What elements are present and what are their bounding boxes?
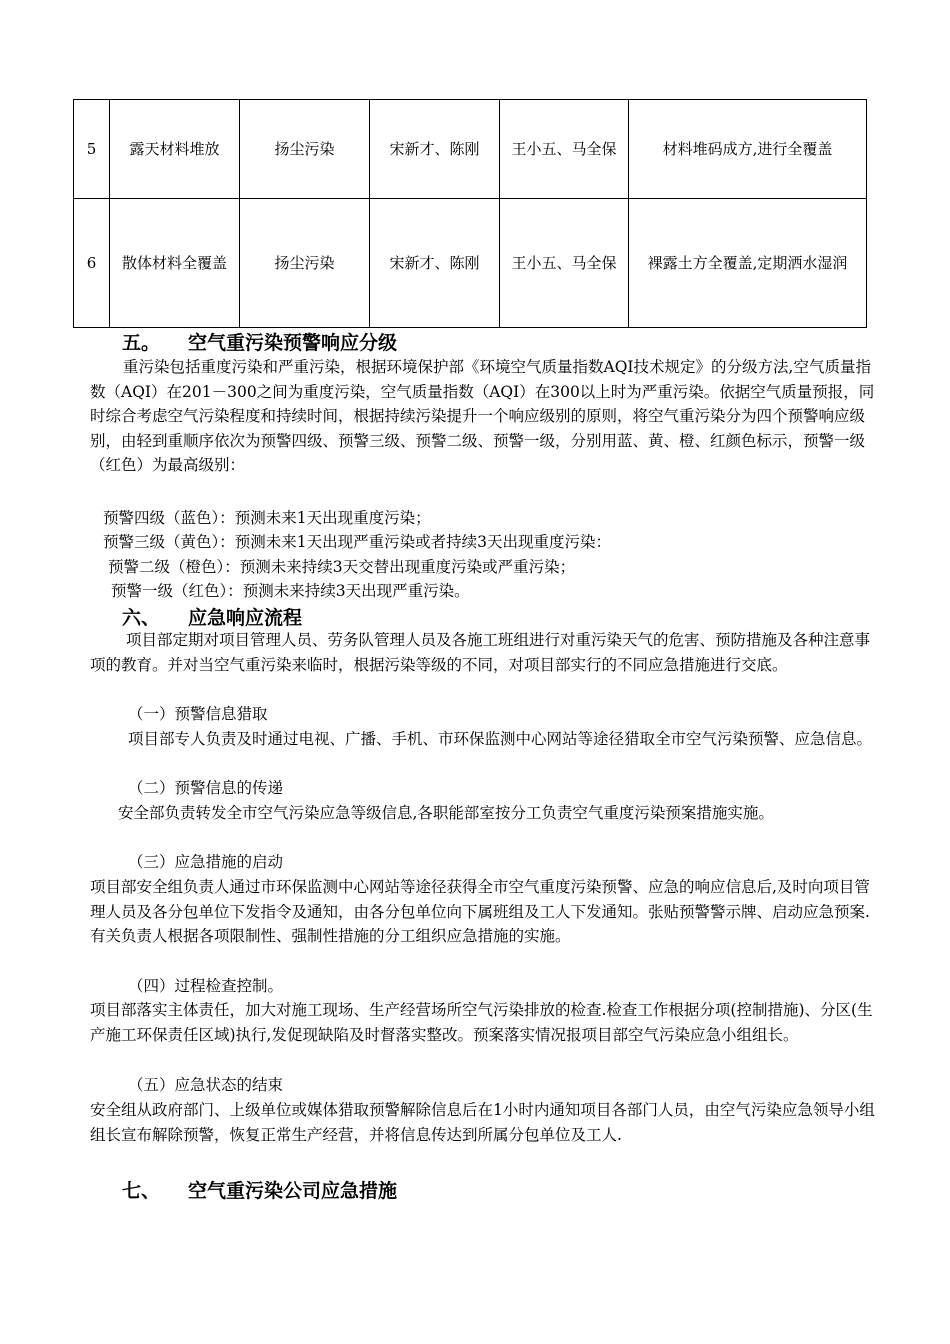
subsection-4-text: 项目部落实主体责任，加大对施工现场、生产经营场所空气污染排放的检查.检查工作根据分项(控制措施)、分区(生产施工环保责任区域)执行,发促现缺陷及时督落实整改。预案落实情况报项目部空气污染应急小组组长。 xyxy=(90,1001,873,1044)
measure-cell: 裸露土方全覆盖,定期洒水湿润 xyxy=(629,199,867,328)
section5-heading xyxy=(122,328,397,355)
section5-title: 空气重污染预警响应分级 xyxy=(188,332,398,354)
subsection-1-title: （一）预警信息猎取 xyxy=(128,705,268,723)
section7-number: 七、 xyxy=(122,1180,161,1202)
subsection-1-body xyxy=(90,727,880,752)
warning-level-2: 预警二级（橙色）：预测未来持续3天交替出现重度污染或严重污染； xyxy=(108,558,576,576)
section6-intro xyxy=(90,628,880,677)
item-cell: 露天材料堆放 xyxy=(110,100,240,199)
subsection-5-body xyxy=(90,1098,880,1147)
leader-cell: 宋新才、陈刚 xyxy=(370,100,500,199)
measures-table xyxy=(73,99,867,328)
subsection-2-text: 安全部负责转发全市空气污染应急等级信息,各职能部室按分工负责空气重度污染预案措施实施。 xyxy=(118,804,774,822)
warning-level-4: 预警四级（蓝色）：预测未来1天出现重度污染； xyxy=(103,509,431,527)
row-number: 6 xyxy=(74,199,110,328)
section6-intro-text: 项目部定期对项目管理人员、劳务队管理人员及各施工班组进行对重污染天气的危害、预防措施及各种注意事项的教育。并对当空气重污染来临时，根据污染等级的不同，对项目部实行的不同应急措施进行交底。 xyxy=(90,631,871,674)
item-cell: 散体材料全覆盖 xyxy=(110,199,240,328)
subsection-3-body xyxy=(90,875,880,949)
pollution-cell: 扬尘污染 xyxy=(240,199,370,328)
row-number: 5 xyxy=(74,100,110,199)
section7-title: 空气重污染公司应急措施 xyxy=(188,1180,398,1202)
subsection-3-text: 项目部安全组负责人通过市环保监测中心网站等途径获得全市空气重度污染预警、应急的响应信息后,及时向项目管理人员及各分包单位下发指令及通知，由各分包单位向下属班组及工人下发通知。张贴预警警示牌、启动应急预案.有关负责人根据各项限制性、强制性措施的分工组织应急措施的实施。 xyxy=(90,878,870,945)
subsection-2-title: （二）预警信息的传递 xyxy=(128,779,284,797)
subsection-4-body xyxy=(90,998,880,1047)
subsection-5-text: 安全组从政府部门、上级单位或媒体猎取预警解除信息后在1小时内通知项目各部门人员，由空气污染应急领导小组组长宣布解除预警，恢复正常生产经营，并将信息传达到所属分包单位及工人. xyxy=(90,1101,875,1144)
executor-cell: 王小五、马全保 xyxy=(500,199,629,328)
section6-number: 六、 xyxy=(122,607,161,629)
section6-title: 应急响应流程 xyxy=(188,607,303,629)
section5-body: 重污染包括重度污染和严重污染，根据环境保护部《环境空气质量指数AQI技术规定》的分级方法,空气质量指数（AQI）在201－300之间为重度污染，空气质量指数（AQI）在300以上时为严重污染。依据空气质量预报，同时综合考虑空气污染程度和持续时间，根据持续污染提升一个响应级别的原则，将空气重污染分为四个预警响应级别，由轻到重顺序依次为预警四级、预警三级、预警二级、预警一级，分别用蓝、黄、橙、红颜色标示，预警一级（红色）为最高级别： xyxy=(90,358,875,474)
table-row xyxy=(74,100,867,199)
section5-paragraph xyxy=(90,355,880,478)
subsection-3-title: （三）应急措施的启动 xyxy=(128,853,284,871)
pollution-cell: 扬尘污染 xyxy=(240,100,370,199)
warning-level-1: 预警一级（红色）：预测未来持续3天出现严重污染。 xyxy=(111,582,470,600)
table-row xyxy=(74,199,867,328)
section6-heading xyxy=(122,603,302,630)
subsection-5-title: （五）应急状态的结束 xyxy=(128,1076,284,1094)
subsection-2-body xyxy=(90,801,880,826)
warning-level-3: 预警三级（黄色）：预测未来1天出现严重污染或者持续3天出现重度污染： xyxy=(103,533,611,551)
leader-cell: 宋新才、陈刚 xyxy=(370,199,500,328)
subsection-4-title: （四）过程检查控制。 xyxy=(128,977,284,995)
measure-cell: 材料堆码成方,进行全覆盖 xyxy=(629,100,867,199)
subsection-1-text: 项目部专人负责及时通过电视、广播、手机、市环保监测中心网站等途径猎取全市空气污染预警、应急信息。 xyxy=(128,730,873,748)
executor-cell: 王小五、马全保 xyxy=(500,100,629,199)
section5-number: 五。 xyxy=(122,332,161,354)
section7-heading xyxy=(122,1176,397,1203)
